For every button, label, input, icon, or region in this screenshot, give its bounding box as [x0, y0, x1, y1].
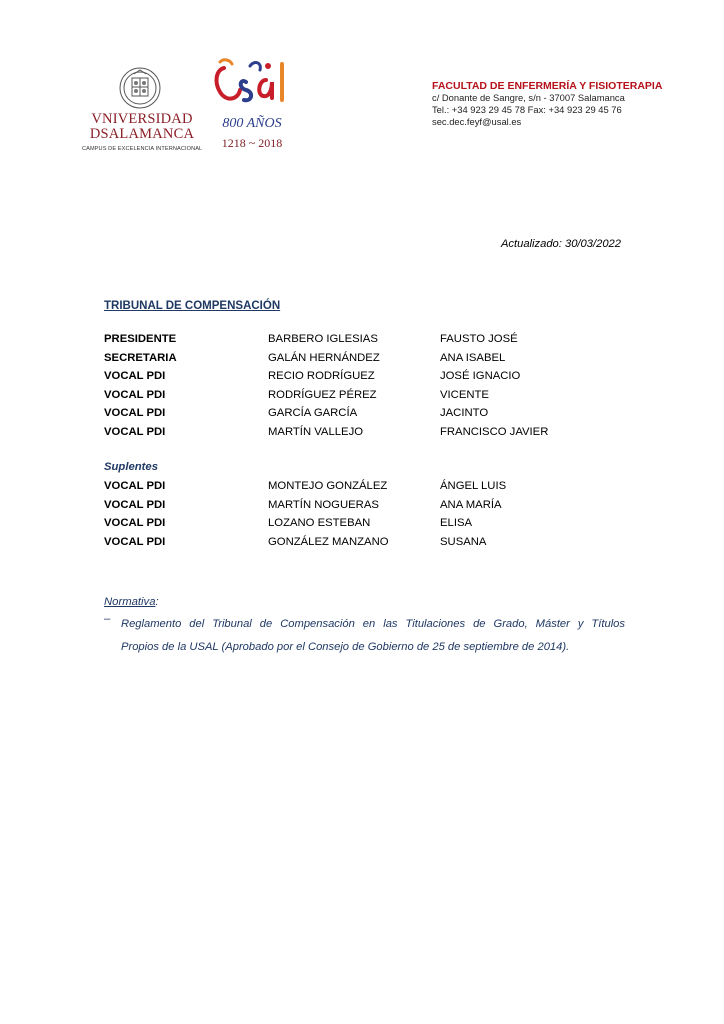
- member-surname: LOZANO ESTEBAN: [268, 517, 371, 530]
- usal-800-icon: [210, 56, 296, 116]
- member-role: VOCAL PDI: [104, 425, 166, 438]
- faculty-name: FACULTAD DE ENFERMERÍA Y FISIOTERAPIA: [432, 80, 663, 92]
- suplentes-list: [104, 480, 624, 554]
- member-role: SECRETARIA: [104, 351, 177, 364]
- member-name: VICENTE: [440, 388, 489, 401]
- member-surname: RECIO RODRÍGUEZ: [268, 370, 375, 383]
- normativa-text: [121, 613, 625, 659]
- member-role: PRESIDENTE: [104, 333, 177, 345]
- university-name-line1: VNIVERSIDAD: [91, 111, 193, 127]
- member-role: VOCAL PDI: [104, 407, 166, 420]
- university-name: [82, 112, 202, 142]
- suplente-row: [104, 536, 624, 555]
- member-role: VOCAL PDI: [104, 517, 166, 530]
- member-name: JOSÉ IGNACIO: [440, 370, 521, 383]
- members-list: [104, 333, 624, 445]
- normativa-colon: :: [155, 596, 159, 608]
- faculty-phone-fax: Tel.: +34 923 29 45 78 Fax: +34 923 29 45 76: [432, 104, 622, 115]
- member-row: [104, 426, 624, 445]
- suplente-row: [104, 499, 624, 518]
- member-name: ANA ISABEL: [440, 351, 506, 364]
- normativa-line2: Propios de la USAL (Aprobado por el Consejo de Gobierno de 25 de septiembre de 2014).: [121, 641, 570, 653]
- anniversary-range: 1218 ~ 2018: [221, 136, 283, 150]
- member-role: VOCAL PDI: [104, 388, 166, 401]
- suplente-row: [104, 517, 624, 536]
- faculty-address: c/ Donante de Sangre, s/n - 37007 Salamanca: [432, 92, 625, 103]
- member-name: JACINTO: [440, 407, 489, 420]
- normativa-label: [104, 596, 159, 608]
- member-row: [104, 389, 624, 408]
- member-name: SUSANA: [440, 535, 487, 548]
- member-surname: BARBERO IGLESIAS: [268, 333, 378, 345]
- member-role: VOCAL PDI: [104, 535, 166, 548]
- member-role: VOCAL PDI: [104, 370, 166, 383]
- member-role: VOCAL PDI: [104, 498, 166, 511]
- faculty-email: sec.dec.feyf@usal.es: [432, 116, 522, 127]
- member-surname: GARCÍA GARCÍA: [268, 407, 358, 420]
- member-row: [104, 407, 624, 426]
- university-subtitle: CAMPUS DE EXCELENCIA INTERNACIONAL: [82, 146, 203, 152]
- member-surname: MONTEJO GONZÁLEZ: [268, 480, 388, 492]
- list-dash-icon: –: [104, 613, 111, 625]
- suplente-row: [104, 480, 624, 499]
- suplentes-label: Suplentes: [104, 461, 158, 473]
- member-role: VOCAL PDI: [104, 480, 166, 492]
- section-title: TRIBUNAL DE COMPENSACIÓN: [104, 300, 281, 312]
- normativa-line1: Reglamento del Tribunal de Compensación en las Titulaciones de Grado, Máster y Títulos: [121, 618, 625, 630]
- member-surname: RODRÍGUEZ PÉREZ: [268, 388, 377, 401]
- member-surname: MARTÍN VALLEJO: [268, 425, 364, 438]
- normativa-label-text: Normativa: [104, 596, 156, 608]
- university-crest-icon: [118, 66, 162, 116]
- anniversary-years-label: 800 AÑOS: [222, 116, 282, 131]
- member-surname: MARTÍN NOGUERAS: [268, 498, 379, 511]
- member-name: FRANCISCO JAVIER: [440, 425, 549, 438]
- updated-date: Actualizado: 30/03/2022: [500, 238, 621, 250]
- member-surname: GONZÁLEZ MANZANO: [268, 535, 389, 548]
- member-name: ELISA: [440, 517, 473, 530]
- university-logo: [82, 66, 202, 158]
- university-name-line2: DSALAMANCA: [89, 126, 195, 142]
- anniversary-logo: [210, 56, 302, 156]
- member-name: ÁNGEL LUIS: [440, 480, 507, 492]
- member-name: FAUSTO JOSÉ: [440, 333, 518, 345]
- member-row: [104, 333, 624, 352]
- member-row: [104, 370, 624, 389]
- member-name: ANA MARÍA: [440, 498, 502, 511]
- faculty-info: [432, 80, 692, 128]
- member-row: [104, 352, 624, 371]
- member-surname: GALÁN HERNÁNDEZ: [268, 351, 380, 364]
